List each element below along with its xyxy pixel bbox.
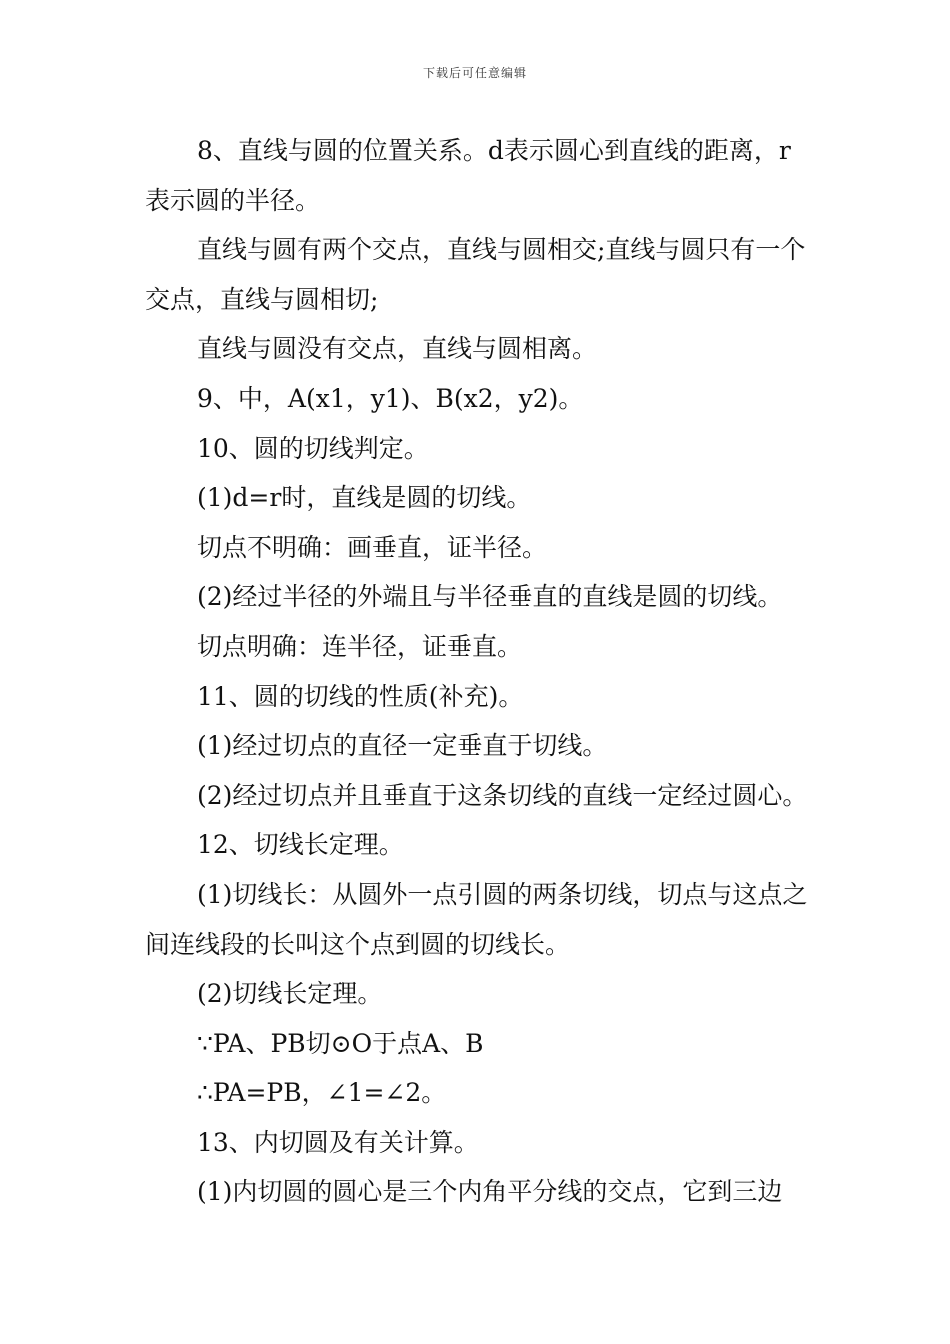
paragraph: (2)经过半径的外端且与半径垂直的直线是圆的切线。 xyxy=(197,582,783,612)
paragraph: 直线与圆有两个交点，直线与圆相交;直线与圆只有一个交点，直线与圆相切; xyxy=(145,235,806,314)
paragraph: 8、直线与圆的位置关系。d表示圆心到直线的距离，r表示圆的半径。 xyxy=(145,136,791,215)
paragraph: (2)经过切点并且垂直于这条切线的直线一定经过圆心。 xyxy=(197,780,808,810)
paragraph: 12、切线长定理。 xyxy=(197,830,404,860)
paragraph: (1)d=r时，直线是圆的切线。 xyxy=(197,483,532,513)
paragraph: 直线与圆没有交点，直线与圆相离。 xyxy=(197,334,598,364)
paragraph: ∵PA、PB切⊙O于点A、B xyxy=(197,1028,484,1058)
paragraph: (2)切线长定理。 xyxy=(197,979,383,1009)
paragraph: (1)切线长：从圆外一点引圆的两条切线，切点与这点之间连线段的长叫这个点到圆的切线长。 xyxy=(145,879,808,959)
paragraph: (1)经过切点的直径一定垂直于切线。 xyxy=(197,731,608,761)
paragraph: 9、中，A(x1，y1)、B(x2，y2)。 xyxy=(197,383,584,413)
paragraph: ∴PA=PB，∠1=∠2。 xyxy=(197,1078,447,1108)
paragraph: 13、内切圆及有关计算。 xyxy=(197,1127,479,1157)
paragraph: 切点明确：连半径，证垂直。 xyxy=(197,631,523,661)
paragraph: (1)内切圆的圆心是三个内角平分线的交点，它到三边 xyxy=(197,1177,783,1207)
paragraph: 10、圆的切线判定。 xyxy=(197,433,429,463)
document-body xyxy=(145,126,810,1217)
paragraph: 11、圆的切线的性质(补充)。 xyxy=(197,681,524,711)
paragraph: 切点不明确：画垂直，证半径。 xyxy=(197,532,548,562)
page-header: 下载后可任意编辑 xyxy=(422,66,527,80)
